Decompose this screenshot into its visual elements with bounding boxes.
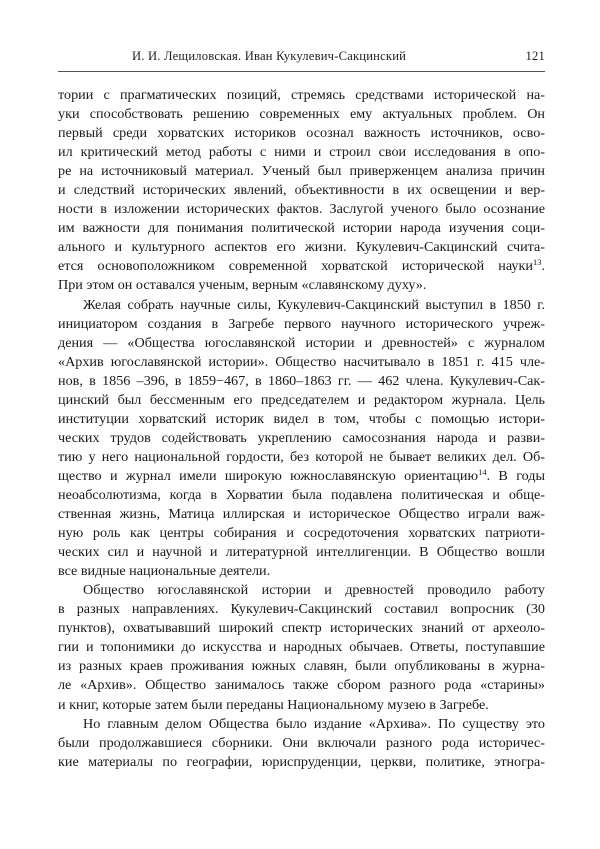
text-line: ственная жизнь, Матица иллирская и историческое Общество играли важ- xyxy=(58,506,545,523)
text-line: и следствий исторических явлений, объективности в их освещении и вер- xyxy=(58,182,545,199)
text-line: ности в изложении исторических фактов. Заслугой ученого было осознание xyxy=(58,201,545,218)
text-line: ческих трудов содействовать укреплению самосознания народа и разви- xyxy=(58,429,545,446)
text-line: ную роль как центры собирания и сосредоточения хорватских патриоти- xyxy=(58,525,545,542)
text-line: ческих сил и научной и литературной интеллигенции. В Общество вошли xyxy=(58,544,545,561)
text-line: щество и журнал имели широкую южнославянскую ориентацию$^{14}$. В годы xyxy=(58,466,545,484)
text-line: Желая собрать научные силы, Кукулевич-Сакцинский выступил в 1850 г. xyxy=(83,296,545,313)
text-line: тию у него национальной гордости, без которой не бывает великих дел. Об- xyxy=(58,448,545,465)
footnote-ref: 13 xyxy=(532,257,542,268)
text-line: ил критический метод работы с ними и строил свои исследования в опо- xyxy=(58,144,545,161)
text-line: неоабсолютизма, когда в Хорватии была подавлена политическая и обще- xyxy=(58,486,545,503)
text-line: дения — «Общества югославянской истории и древностей» с журналом xyxy=(58,334,545,351)
text-line: Общество югославянской истории и древностей проводило работу xyxy=(83,582,545,599)
paragraph xyxy=(58,86,545,296)
text-line: инициатором создания в Загребе первого научного исторического учреж- xyxy=(58,315,545,332)
text-line: нов, в 1856 –396, в 1859−467, в 1860–1863 гг. — 462 члена. Кукулевич-Сак- xyxy=(58,372,545,389)
text-line: ле «Архив». Общество занималось также сбором разного рода «старины» xyxy=(58,677,545,694)
paragraph xyxy=(58,581,545,714)
text-line: ре на источниковый материал. Ученый был приверженцем анализа причин xyxy=(58,163,545,180)
text-line: все видные национальные деятели. xyxy=(58,563,271,580)
paragraph xyxy=(58,715,545,772)
text-line: При этом он оставался ученым, верным «славянскому духу». xyxy=(58,277,427,294)
text-line: первый среди хорватских историков осознал важность источников, осво- xyxy=(58,125,545,142)
body-text xyxy=(58,86,545,772)
text-line: гии и топонимики до искусства и народных обычаев. Ответы, поступавшие xyxy=(58,639,545,656)
text-line: кие материалы по географии, юриспруденции, церкви, политике, этногра- xyxy=(58,753,545,770)
text-line: пунктов), охватывавший широкий спектр исторических знаний от археоло- xyxy=(58,620,545,637)
header-rule xyxy=(58,71,545,72)
text-line: тории с прагматических позиций, стремясь средствами исторической на- xyxy=(58,87,545,103)
text-line: были продолжавшиеся сборники. Они включали разного рода историчес- xyxy=(58,734,545,751)
text-line: Но главным делом Общества было издание «Архива». По существу это xyxy=(83,715,545,732)
page-number: 121 xyxy=(525,49,545,63)
paragraph xyxy=(58,296,545,582)
text-line: в разных направлениях. Кукулевич-Сакцинский составил вопросник (30 xyxy=(58,601,545,618)
footnote-ref: 14 xyxy=(478,466,487,477)
text-line: цинский был бессменным его председателем и редактором журнала. Цель xyxy=(58,391,545,408)
text-line: ального и культурного аспектов его жизни. Кукулевич-Сакцинский счита- xyxy=(58,239,545,256)
text-line: «Архив югославянской истории». Общество насчитывало в 1851 г. 415 чле- xyxy=(58,353,545,370)
text-line: им важности для понимания политической истории народа изучения соци- xyxy=(58,220,545,237)
text-line: институции хорватский историк видел в том, чтобы с помощью истори- xyxy=(58,410,545,427)
running-header xyxy=(58,46,545,70)
text-line: уки способствовать решению современных ему актуальных проблем. Он xyxy=(58,106,545,123)
text-line: ется основоположником современной хорватской исторической науки$^{13}$. xyxy=(58,257,545,275)
running-title: И. И. Лещиловская. Иван Кукулевич-Сакцинский xyxy=(132,49,407,63)
text-line: и книг, которые затем были переданы Национальному музею в Загребе. xyxy=(58,696,489,713)
text-line: из разных краев проживания южных славян, были опубликованы в журна- xyxy=(58,658,545,675)
